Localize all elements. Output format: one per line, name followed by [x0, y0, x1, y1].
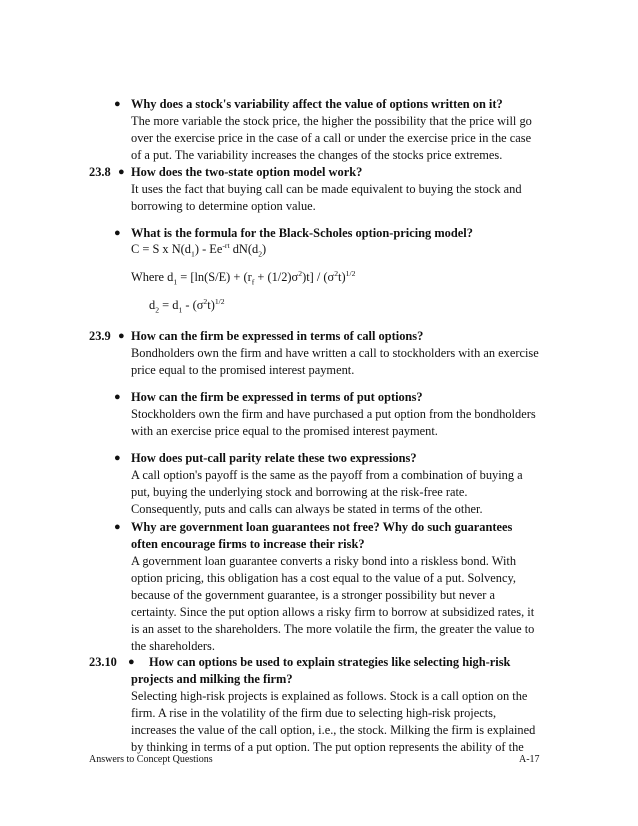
answer: Selecting high-risk projects is explained as follows. Stock is a call option on the firm. A rise in the volatility of the firm due to selecting high-risk projects, increases the value of the call option, i.e., the stock. Milking the firm is explained by thinking in terms of a put option. The put option represents the ability of the — [131, 689, 536, 754]
answer: It uses the fact that buying call can be made equivalent to buying the stock and borrowing to determine option value. — [131, 182, 522, 213]
question: How does the two-state option model work? — [131, 165, 363, 179]
question: Why are government loan guarantees not free? Why do such guarantees often encourage firms to increase their risk? — [131, 520, 513, 551]
footer-page-number: A-17 — [519, 754, 540, 765]
bullet-icon: ● — [118, 330, 125, 342]
bullet-icon: ● — [118, 166, 125, 178]
question: How can options be used to explain strategies like selecting high-risk projects and milking the firm? — [131, 655, 511, 686]
answer: Bondholders own the firm and have written a call to stockholders with an exercise price equal to the promised interest payment. — [131, 346, 539, 377]
answer: The more variable the stock price, the higher the possibility that the price will go over the exercise price in the case of a call or under the exercise price in the case of a put. The variability increases the changes of the stocks price extremes. — [131, 114, 532, 162]
section-number: 23.10 — [89, 655, 117, 669]
section-number: 23.8 — [89, 165, 111, 179]
answer: Stockholders own the firm and have purchased a put option from the bondholders with an exercise price equal to the promised interest payment. — [131, 407, 536, 438]
d2-formula: $d_2 = d_1 - (\sigma^2t)^{1/2}$ — [149, 296, 225, 315]
call-price-formula: C = S x $N(d_1) - Ee^{-rt}$ $dN(d_2)$ — [131, 240, 267, 259]
answer: A government loan guarantee converts a risky bond into a riskless bond. With option pricing, this obligation has a cost equal to the value of a put. Solvency, because of the government guarantee, is a stronger possibility but never a certainty. Since the put option allows a risky firm to borrow at subsidized rates, it is an asset to the shareholders. The more volatile the firm, the greater the value to the shareholders. — [131, 554, 535, 653]
bullet-icon: ● — [128, 656, 135, 668]
bullet-icon: ● — [114, 391, 121, 403]
section-number: 23.9 — [89, 329, 111, 343]
question: How does put-call parity relate these two expressions? — [131, 451, 417, 465]
bullet-icon: ● — [114, 227, 121, 239]
question: How can the firm be expressed in terms of put options? — [131, 390, 423, 404]
bullet-icon: ● — [114, 452, 121, 464]
question: Why does a stock's variability affect the value of options written on it? — [131, 97, 503, 111]
answer: A call option's payoff is the same as the payoff from a combination of buying a put, buying the underlying stock and borrowing at the risk-free rate. Consequently, puts and calls can always be stated in terms of the other. — [131, 468, 523, 516]
footer-left: Answers to Concept Questions — [89, 754, 213, 765]
question: What is the formula for the Black-Scholes option-pricing model? — [131, 226, 473, 240]
bullet-icon: ● — [114, 521, 121, 533]
question: How can the firm be expressed in terms of call options? — [131, 329, 424, 343]
bullet-icon: ● — [114, 98, 121, 110]
d1-formula: Where $d_1 = [\ln(S/E) + (r_f + (1/2)\sigma^2)t] / (\sigma^2t)^{1/2}$ — [131, 268, 356, 287]
